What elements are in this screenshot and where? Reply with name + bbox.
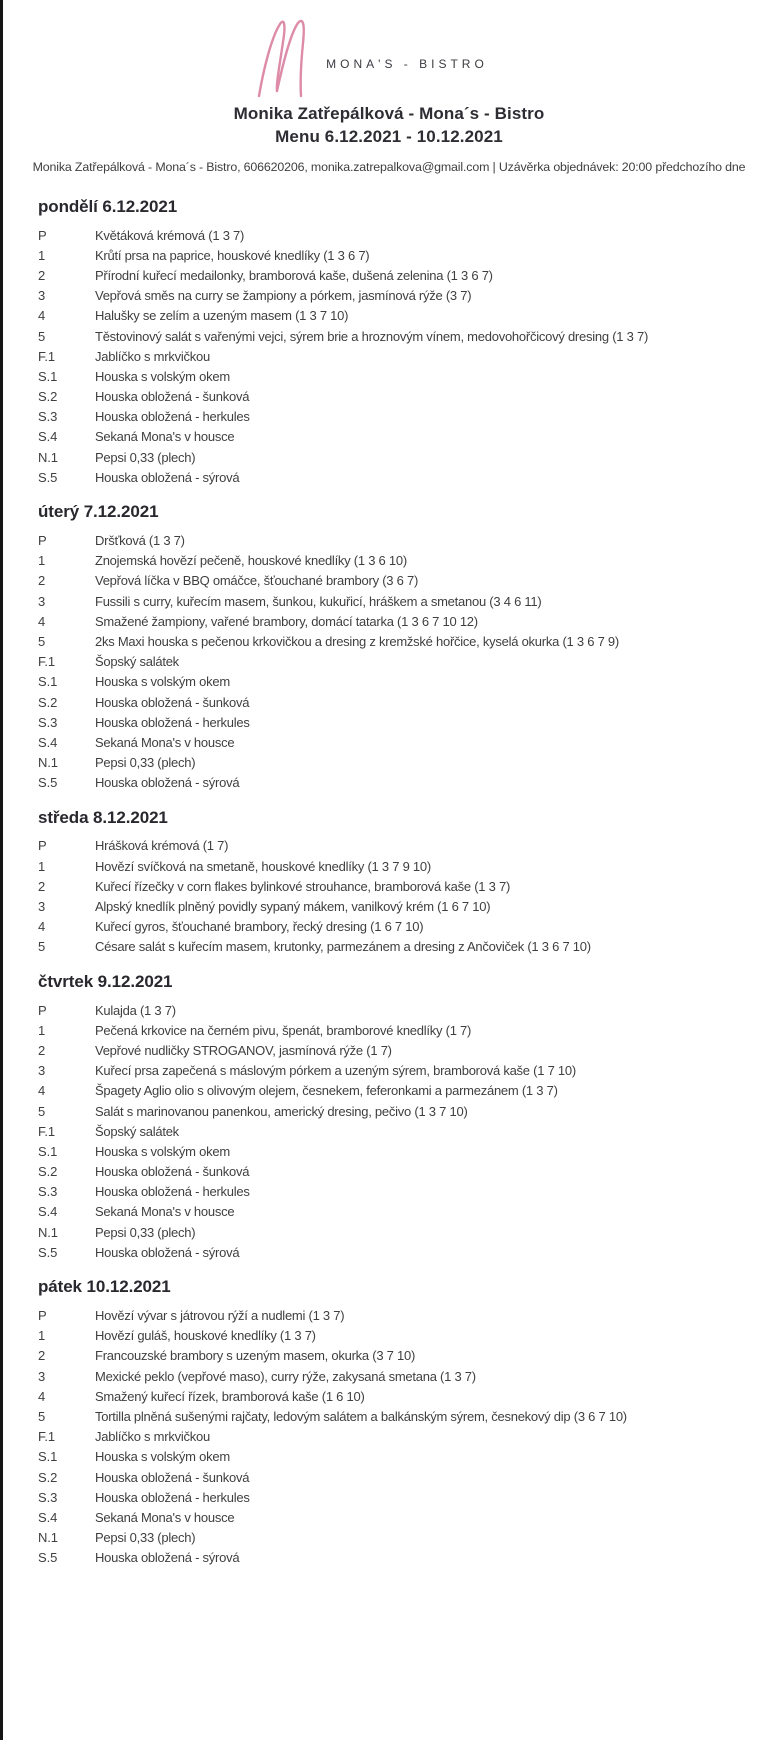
menu-row xyxy=(38,937,754,957)
menu-row xyxy=(38,326,754,346)
menu-item-code: S.5 xyxy=(38,469,58,485)
menu-item-code: 3 xyxy=(38,593,46,609)
menu-item-code: 5 xyxy=(38,328,46,344)
menu-row xyxy=(38,1162,754,1182)
menu-row xyxy=(38,672,754,692)
menu-item-code: N.1 xyxy=(38,1224,58,1240)
menu-item-code: P xyxy=(38,533,47,549)
menu-item-code: 3 xyxy=(38,1063,46,1079)
menu-item-label: Houska obložená - šunková xyxy=(95,389,250,405)
menu-item-code: S.1 xyxy=(38,1449,58,1465)
menu-row xyxy=(38,306,754,326)
menu-item-label: Francouzské brambory s uzeným masem, okurka (3 7 10) xyxy=(95,1348,416,1364)
menu-item-code: 2 xyxy=(38,1042,46,1058)
menu-item-label: Hovězí guláš, houskové knedlíky (1 3 7) xyxy=(95,1328,316,1344)
menu-row xyxy=(38,1487,754,1507)
menu-item-label: Houska obložená - herkules xyxy=(95,409,250,425)
menu-item-code: S.3 xyxy=(38,1489,58,1505)
menu-row xyxy=(38,1427,754,1447)
menu-item-label: Hrášková krémová (1 7) xyxy=(95,838,229,854)
menu-item-label: Těstovinový salát s vařenými vejci, sýrem brie a hroznovým vínem, medovohořčicový dresing (1 3 7) xyxy=(95,328,649,344)
menu-row xyxy=(38,387,754,407)
menu-row xyxy=(38,1467,754,1487)
menu-item-code: F.1 xyxy=(38,348,56,364)
menu-row xyxy=(38,1326,754,1346)
menu-item-code: N.1 xyxy=(38,1530,58,1546)
menu-item-label: Alpský knedlík plněný povidly sypaný mákem, vanilkový krém (1 6 7 10) xyxy=(95,899,491,915)
menu-row xyxy=(38,346,754,366)
menu-item-label: Jablíčko s mrkvičkou xyxy=(95,348,210,364)
day-heading: pondělí 6.12.2021 xyxy=(38,197,178,216)
menu-item-label: Houska obložená - šunková xyxy=(95,694,250,710)
menu-row xyxy=(38,407,754,427)
menu-item-label: Kuřecí prsa zapečená s máslovým pórkem a uzeným sýrem, bramborová kaše (1 7 10) xyxy=(95,1063,576,1079)
menu-item-label: Smažené žampiony, vařené brambory, domácí tatarka (1 3 6 7 10 12) xyxy=(95,613,478,629)
menu-row xyxy=(38,1406,754,1426)
menu-row xyxy=(38,265,754,285)
menu-item-label: Houska s volským okem xyxy=(95,1449,230,1465)
day-heading: pátek 10.12.2021 xyxy=(38,1277,171,1297)
menu-item-code: 4 xyxy=(38,1083,46,1099)
page-title xyxy=(24,102,754,148)
brand-wordmark: MONA'S - BISTRO xyxy=(326,57,488,71)
menu-item-label: 2ks Maxi houska s pečenou krkovičkou a dresing z kremžské hořčice, kyselá okurka (1 3 6 7 9) xyxy=(95,633,619,649)
menu-item-label: Znojemská hovězí pečeně, houskové knedlíky (1 3 6 10) xyxy=(95,553,407,569)
menu-item-label: Kuřecí řízečky v corn flakes bylinkové strouhance, bramborová kaše (1 3 7) xyxy=(95,878,511,894)
menu-item-code: S.1 xyxy=(38,1143,58,1159)
menu-row xyxy=(38,1061,754,1081)
menu-row xyxy=(38,447,754,467)
menu-item-code: 3 xyxy=(38,288,46,304)
menu-item-label: Vepřová líčka v BBQ omáčce, šťouchané brambory (3 6 7) xyxy=(95,573,419,589)
menu-row xyxy=(38,1528,754,1548)
menu-row xyxy=(38,427,754,447)
menu-row xyxy=(38,856,754,876)
menu-item-label: Césare salát s kuřecím masem, krutonky, parmezánem a dresing z Ančoviček (1 3 6 7 10) xyxy=(95,939,591,955)
menu-item-label: Houska obložená - herkules xyxy=(95,1184,250,1200)
contact-info: Monika Zatřepálková - Mona´s - Bistro, 606620206, monika.zatrepalkova@gmail.com | Uzávěrka objednávek: 20:00 předchozího dne xyxy=(32,160,746,174)
menu-item-code: S.4 xyxy=(38,734,58,750)
menu-item-code: 2 xyxy=(38,1348,46,1364)
menu-item-code: 1 xyxy=(38,553,46,569)
menu-item-code: S.3 xyxy=(38,714,58,730)
menu-item-label: Pepsi 0,33 (plech) xyxy=(95,1224,196,1240)
menu-item-label: Houska obložená - sýrová xyxy=(95,1550,240,1566)
page-left-border xyxy=(0,0,3,1740)
menu-row xyxy=(38,1548,754,1568)
day-section xyxy=(38,197,754,487)
menu-item-code: S.5 xyxy=(38,775,58,791)
menu-item-label: Houska obložená - šunková xyxy=(95,1469,250,1485)
menu-row xyxy=(38,917,754,937)
menu-item-code: N.1 xyxy=(38,755,58,771)
menu-item-label: Sekaná Mona's v housce xyxy=(95,1204,235,1220)
day-heading: úterý 7.12.2021 xyxy=(38,502,159,522)
menu-item-label: Houska s volským okem xyxy=(95,368,230,384)
menu-item-code: 4 xyxy=(38,1388,46,1404)
menu-row xyxy=(38,225,754,245)
menu-item-code: S.5 xyxy=(38,1244,58,1260)
menu-item-code: S.2 xyxy=(38,389,58,405)
menu-row xyxy=(38,591,754,611)
menu-item-code: P xyxy=(38,1308,47,1324)
menu-row xyxy=(38,1020,754,1040)
menu-item-code: 2 xyxy=(38,573,46,589)
menu-row xyxy=(38,1101,754,1121)
menu-row xyxy=(38,773,754,793)
menu-item-label: Mexické peklo (vepřové maso), curry rýže, zakysaná smetana (1 3 7) xyxy=(95,1368,476,1384)
menu-item-code: 4 xyxy=(38,308,46,324)
menu-item-label: Pepsi 0,33 (plech) xyxy=(95,755,196,771)
menu-item-code: N.1 xyxy=(38,449,58,465)
menu-item-code: S.4 xyxy=(38,1204,58,1220)
menu-item-label: Houska obložená - sýrová xyxy=(95,469,240,485)
menu-row xyxy=(38,1507,754,1527)
menu-item-code: F.1 xyxy=(38,1429,56,1445)
menu-item-label: Tortilla plněná sušenými rajčaty, ledovým salátem a balkánským sýrem, česnekový dip (3 6 7 10) xyxy=(95,1408,627,1424)
menu-item-code: 5 xyxy=(38,633,46,649)
menu-item-label: Vepřové nudličky STROGANOV, jasmínová rýže (1 7) xyxy=(95,1042,392,1058)
menu-row xyxy=(38,1366,754,1386)
menu-item-code: 2 xyxy=(38,267,46,283)
menu-item-label: Kulajda (1 3 7) xyxy=(95,1002,176,1018)
menu-item-label: Kuřecí gyros, šťouchané brambory, řecký dresing (1 6 7 10) xyxy=(95,919,424,935)
menu-row xyxy=(38,1447,754,1467)
brand-logo xyxy=(6,14,736,100)
day-section xyxy=(38,1277,754,1567)
monogram-m-icon xyxy=(254,16,312,98)
menu-item-code: 5 xyxy=(38,1408,46,1424)
menu-row xyxy=(38,896,754,916)
menu-item-code: 5 xyxy=(38,939,46,955)
menu-item-code: P xyxy=(38,1002,47,1018)
day-section xyxy=(38,808,754,957)
menu-item-label: Hovězí svíčková na smetaně, houskové knedlíky (1 3 7 9 10) xyxy=(95,858,431,874)
menu-item-label: Houska obložená - šunková xyxy=(95,1164,250,1180)
day-section xyxy=(38,972,754,1262)
menu-item-label: Houska s volským okem xyxy=(95,1143,230,1159)
menu-row xyxy=(38,1242,754,1262)
menu-item-label: Pepsi 0,33 (plech) xyxy=(95,1530,196,1546)
menu-row xyxy=(38,692,754,712)
menu-item-label: Květáková krémová (1 3 7) xyxy=(95,227,245,243)
menu-item-label: Houska s volským okem xyxy=(95,674,230,690)
menu-item-label: Šopský salátek xyxy=(95,1123,179,1139)
menu-item-label: Sekaná Mona's v housce xyxy=(95,1509,235,1525)
menu-row xyxy=(38,836,754,856)
day-section xyxy=(38,502,754,792)
menu-row xyxy=(38,1000,754,1020)
menu-item-code: F.1 xyxy=(38,654,56,670)
menu-item-code: 3 xyxy=(38,1368,46,1384)
page-title-line1: Monika Zatřepálková - Mona´s - Bistro xyxy=(233,104,545,123)
menu-item-code: S.1 xyxy=(38,674,58,690)
menu-row xyxy=(38,1141,754,1161)
menu-item-code: S.4 xyxy=(38,1509,58,1525)
menu-item-code: S.3 xyxy=(38,409,58,425)
menu-row xyxy=(38,1121,754,1141)
menu-item-label: Houska obložená - herkules xyxy=(95,1489,250,1505)
menu-item-label: Hovězí vývar s játrovou rýží a nudlemi (1 3 7) xyxy=(95,1308,345,1324)
menu-days xyxy=(24,197,754,1568)
menu-row xyxy=(38,1305,754,1325)
menu-item-label: Halušky se zelím a uzeným masem (1 3 7 10) xyxy=(95,308,349,324)
day-heading: čtvrtek 9.12.2021 xyxy=(38,972,173,991)
menu-item-label: Dršťková (1 3 7) xyxy=(95,533,185,549)
menu-item-code: S.2 xyxy=(38,1164,58,1180)
menu-item-label: Přírodní kuřecí medailonky, bramborová kaše, dušená zelenina (1 3 6 7) xyxy=(95,267,493,283)
menu-item-code: S.3 xyxy=(38,1184,58,1200)
menu-row xyxy=(38,571,754,591)
menu-row xyxy=(38,467,754,487)
menu-item-label: Houska obložená - sýrová xyxy=(95,1244,240,1260)
menu-row xyxy=(38,286,754,306)
menu-row xyxy=(38,712,754,732)
menu-item-label: Fussili s curry, kuřecím masem, šunkou, kukuřicí, hráškem a smetanou (3 4 6 11) xyxy=(95,593,542,609)
menu-item-code: S.2 xyxy=(38,694,58,710)
menu-item-code: S.4 xyxy=(38,429,58,445)
menu-item-code: S.2 xyxy=(38,1469,58,1485)
menu-item-label: Smažený kuřecí řízek, bramborová kaše (1 6 10) xyxy=(95,1388,365,1404)
menu-row xyxy=(38,1222,754,1242)
menu-item-code: 1 xyxy=(38,1328,46,1344)
menu-row xyxy=(38,1346,754,1366)
menu-item-code: 3 xyxy=(38,899,46,915)
menu-row xyxy=(38,1182,754,1202)
page-title-line2: Menu 6.12.2021 - 10.12.2021 xyxy=(275,127,503,146)
menu-row xyxy=(38,732,754,752)
menu-item-label: Pepsi 0,33 (plech) xyxy=(95,449,196,465)
menu-item-code: P xyxy=(38,227,47,243)
menu-row xyxy=(38,366,754,386)
menu-item-code: S.1 xyxy=(38,368,58,384)
menu-row xyxy=(38,1202,754,1222)
menu-item-label: Pečená krkovice na černém pivu, špenát, bramborové knedlíky (1 7) xyxy=(95,1022,472,1038)
menu-row xyxy=(38,876,754,896)
menu-item-label: Sekaná Mona's v housce xyxy=(95,429,235,445)
menu-item-label: Salát s marinovanou panenkou, americký dresing, pečivo (1 3 7 10) xyxy=(95,1103,468,1119)
menu-row xyxy=(38,611,754,631)
menu-row xyxy=(38,1040,754,1060)
menu-row xyxy=(38,652,754,672)
menu-item-label: Houska obložená - sýrová xyxy=(95,775,240,791)
menu-item-code: 1 xyxy=(38,1022,46,1038)
menu-item-label: Sekaná Mona's v housce xyxy=(95,734,235,750)
menu-item-code: 2 xyxy=(38,878,46,894)
menu-row xyxy=(38,753,754,773)
menu-item-code: S.5 xyxy=(38,1550,58,1566)
menu-item-code: 1 xyxy=(38,247,46,263)
menu-item-label: Jablíčko s mrkvičkou xyxy=(95,1429,210,1445)
menu-item-code: 4 xyxy=(38,613,46,629)
menu-item-label: Houska obložená - herkules xyxy=(95,714,250,730)
menu-item-code: 5 xyxy=(38,1103,46,1119)
menu-row xyxy=(38,631,754,651)
menu-row xyxy=(38,551,754,571)
menu-item-code: F.1 xyxy=(38,1123,56,1139)
menu-item-label: Špagety Aglio olio s olivovým olejem, česnekem, feferonkami a parmezánem (1 3 7) xyxy=(95,1083,558,1099)
menu-item-code: P xyxy=(38,838,47,854)
menu-item-code: 4 xyxy=(38,919,46,935)
menu-item-label: Šopský salátek xyxy=(95,654,179,670)
day-heading: středa 8.12.2021 xyxy=(38,807,168,827)
menu-item-label: Vepřová směs na curry se žampiony a pórkem, jasmínová rýže (3 7) xyxy=(95,288,472,304)
menu-row xyxy=(38,530,754,550)
menu-row xyxy=(38,245,754,265)
menu-row xyxy=(38,1081,754,1101)
menu-item-label: Krůtí prsa na paprice, houskové knedlíky (1 3 6 7) xyxy=(95,247,370,263)
menu-row xyxy=(38,1386,754,1406)
menu-item-code: 1 xyxy=(38,858,46,874)
